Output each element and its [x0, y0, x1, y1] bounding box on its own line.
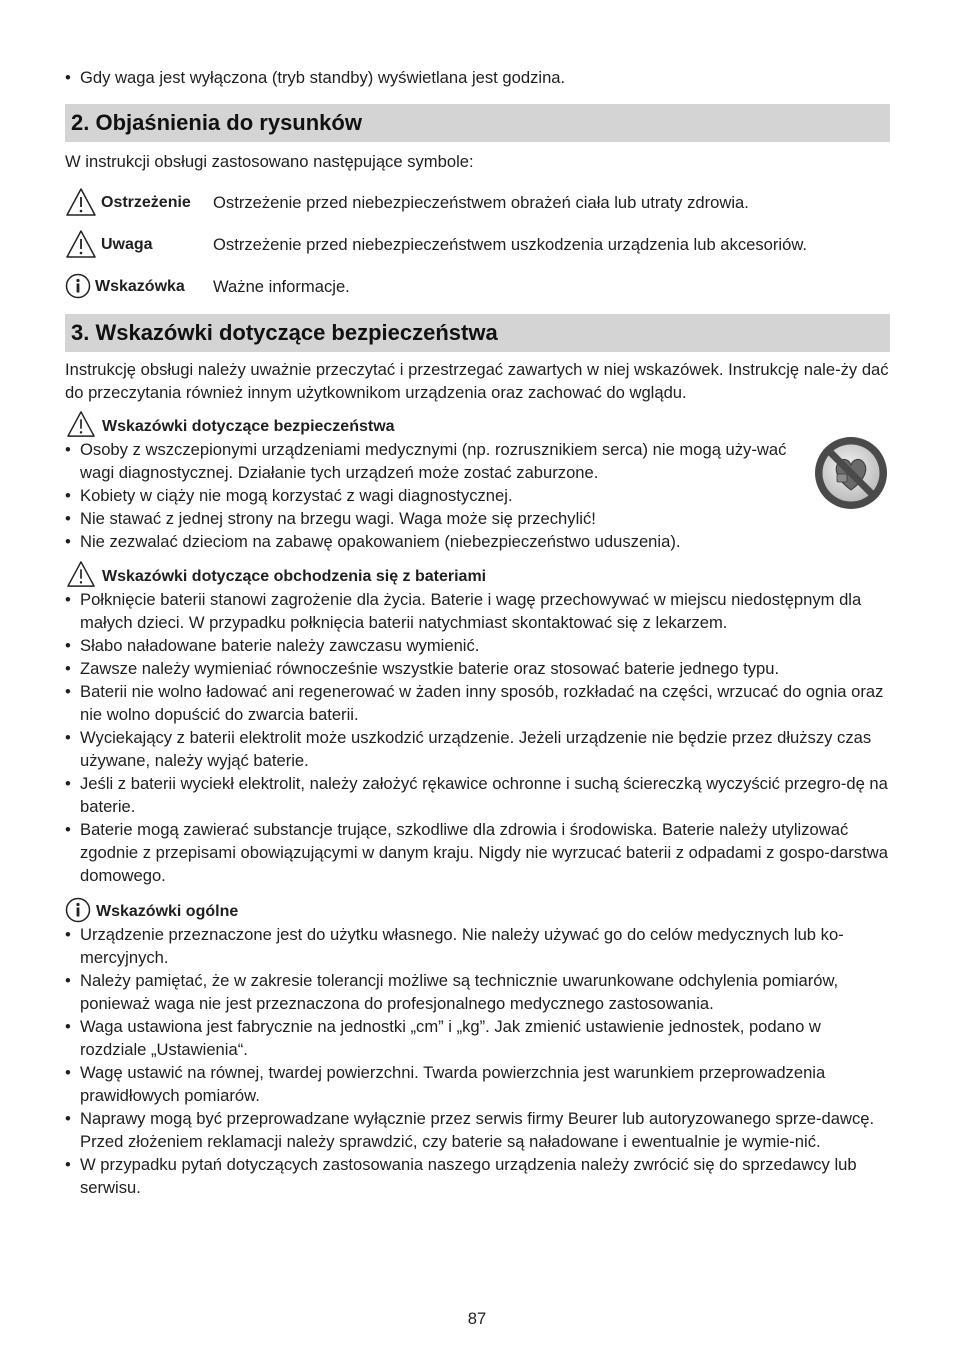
- section-3-heading: 3. Wskazówki dotyczące bezpieczeństwa: [65, 314, 890, 352]
- warning-triangle-icon: [65, 187, 97, 217]
- general-list: [65, 923, 890, 1199]
- document-page: [65, 66, 890, 1199]
- symbol-row-warning: [65, 181, 890, 223]
- symbol-list: [65, 181, 890, 307]
- warning-triangle-icon: [65, 229, 97, 259]
- subheading-text: Wskazówki dotyczące obchodzenia się z bateriami: [102, 568, 487, 585]
- subheading-text: Wskazówki dotyczące bezpieczeństwa: [102, 418, 395, 435]
- warning-triangle-icon: [65, 560, 97, 588]
- list-item: • Wyciekający z baterii elektrolit może uszkodzić urządzenie. Jeżeli urządzenie nie będzie przez dłuższy czas używane, należy wyjąć baterie.: [65, 726, 890, 772]
- page-number: 87: [467, 1309, 487, 1328]
- info-circle-icon: [65, 273, 91, 299]
- list-item: • W przypadku pytań dotyczących zastosowania naszego urządzenia należy zwrócić się do sprzedawcy lub serwisu.: [65, 1153, 890, 1199]
- warning-triangle-icon: [65, 410, 97, 438]
- section-2-heading: 2. Objaśnienia do rysunków: [65, 104, 890, 142]
- list-item: • Gdy waga jest wyłączona (tryb standby) wyświetlana jest godzina.: [65, 66, 890, 89]
- symbol-description: Ostrzeżenie przed niebezpieczeństwem uszkodzenia urządzenia lub akcesoriów.: [213, 234, 808, 254]
- symbol-label: Uwaga: [101, 235, 153, 253]
- list-item: • Osoby z wszczepionymi urządzeniami medycznymi (np. rozrusznikiem serca) nie mogą uży-wać wagi diagnostycznej. Działanie tych urządzeń może zostać zaburzone.: [65, 438, 790, 484]
- list-item: • Baterii nie wolno ładować ani regenerować w żaden inny sposób, rozkładać na części, wrzucać do ognia oraz nie wolno dopuścić do zwarcia baterii.: [65, 680, 890, 726]
- list-item: • Waga ustawiona jest fabrycznie na jednostki „cm” i „kg”. Jak zmienić ustawienie jednostek, podano w rozdziale „Ustawienia“.: [65, 1015, 890, 1061]
- symbol-description: Ważne informacje.: [213, 276, 350, 296]
- list-item: • Kobiety w ciąży nie mogą korzystać z wagi diagnostycznej.: [65, 484, 790, 507]
- safety-notes-heading: [65, 412, 890, 438]
- general-notes-block: [65, 897, 890, 1199]
- list-item: • Połknięcie baterii stanowi zagrożenie dla życia. Baterie i wagę przechowywać w miejscu niedostępnym dla małych dzieci. W przypadku połknięcia baterii natychmiast skontaktować się z lekarzem.: [65, 588, 890, 634]
- symbol-row-caution: [65, 223, 890, 265]
- no-pacemaker-icon: [812, 434, 890, 512]
- list-item: • Wagę ustawić na równej, twardej powierzchni. Twarda powierzchnia jest warunkiem przeprowadzenia prawidłowych pomiarów.: [65, 1061, 890, 1107]
- list-item: • Słabo naładowane baterie należy zawczasu wymienić.: [65, 634, 890, 657]
- battery-notes-block: [65, 562, 890, 887]
- section-2-intro: W instrukcji obsługi zastosowano następujące symbole:: [65, 152, 474, 171]
- safety-notes-block: [65, 412, 890, 553]
- symbol-row-note: [65, 265, 890, 307]
- list-item: • Nie stawać z jednej strony na brzegu wagi. Waga może się przechylić!: [65, 507, 790, 530]
- symbol-description: Ostrzeżenie przed niebezpieczeństwem obrażeń ciała lub utraty zdrowia.: [213, 192, 749, 212]
- list-item: • Należy pamiętać, że w zakresie tolerancji możliwe są technicznie uwarunkowane odchylenia pomiarów, ponieważ waga nie jest przeznaczona do profesjonalnego medycznego zastosowania.: [65, 969, 890, 1015]
- battery-list: [65, 588, 890, 887]
- symbol-label: Ostrzeżenie: [101, 193, 191, 211]
- info-circle-icon: [65, 897, 91, 923]
- list-item: • Nie zezwalać dzieciom na zabawę opakowaniem (niebezpieczeństwo uduszenia).: [65, 530, 790, 553]
- section-3-intro: Instrukcję obsługi należy uważnie przeczytać i przestrzegać zawartych w niej wskazówek. Instrukcję nale-ży dać do przeczytania również innym użytkownikom urządzenia oraz zachować do wglądu.: [65, 360, 889, 402]
- top-bullet-list: [65, 66, 890, 89]
- list-item: • Zawsze należy wymieniać równocześnie wszystkie baterie oraz stosować baterie jednego typu.: [65, 657, 890, 680]
- list-item: • Baterie mogą zawierać substancje trujące, szkodliwe dla zdrowia i środowiska. Baterie należy utylizować zgodnie z przepisami obowiązującymi w danym kraju. Nigdy nie wyrzucać baterii z odpadami z gospo-darstwa domowego.: [65, 818, 890, 887]
- safety-list: [65, 438, 890, 553]
- subheading-text: Wskazówki ogólne: [96, 903, 239, 920]
- list-item: • Naprawy mogą być przeprowadzane wyłącznie przez serwis firmy Beurer lub autoryzowanego sprze-dawcę. Przed złożeniem reklamacji należy sprawdzić, czy baterie są naładowane i ewentualnie je wymie-nić.: [65, 1107, 890, 1153]
- general-notes-heading: [65, 897, 890, 923]
- symbol-label: Wskazówka: [95, 277, 185, 295]
- battery-notes-heading: [65, 562, 890, 588]
- list-item: • Jeśli z baterii wyciekł elektrolit, należy założyć rękawice ochronne i suchą ściereczką wyczyścić przegro-dę na baterie.: [65, 772, 890, 818]
- list-item: • Urządzenie przeznaczone jest do użytku własnego. Nie należy używać go do celów medycznych lub ko-mercyjnych.: [65, 923, 890, 969]
